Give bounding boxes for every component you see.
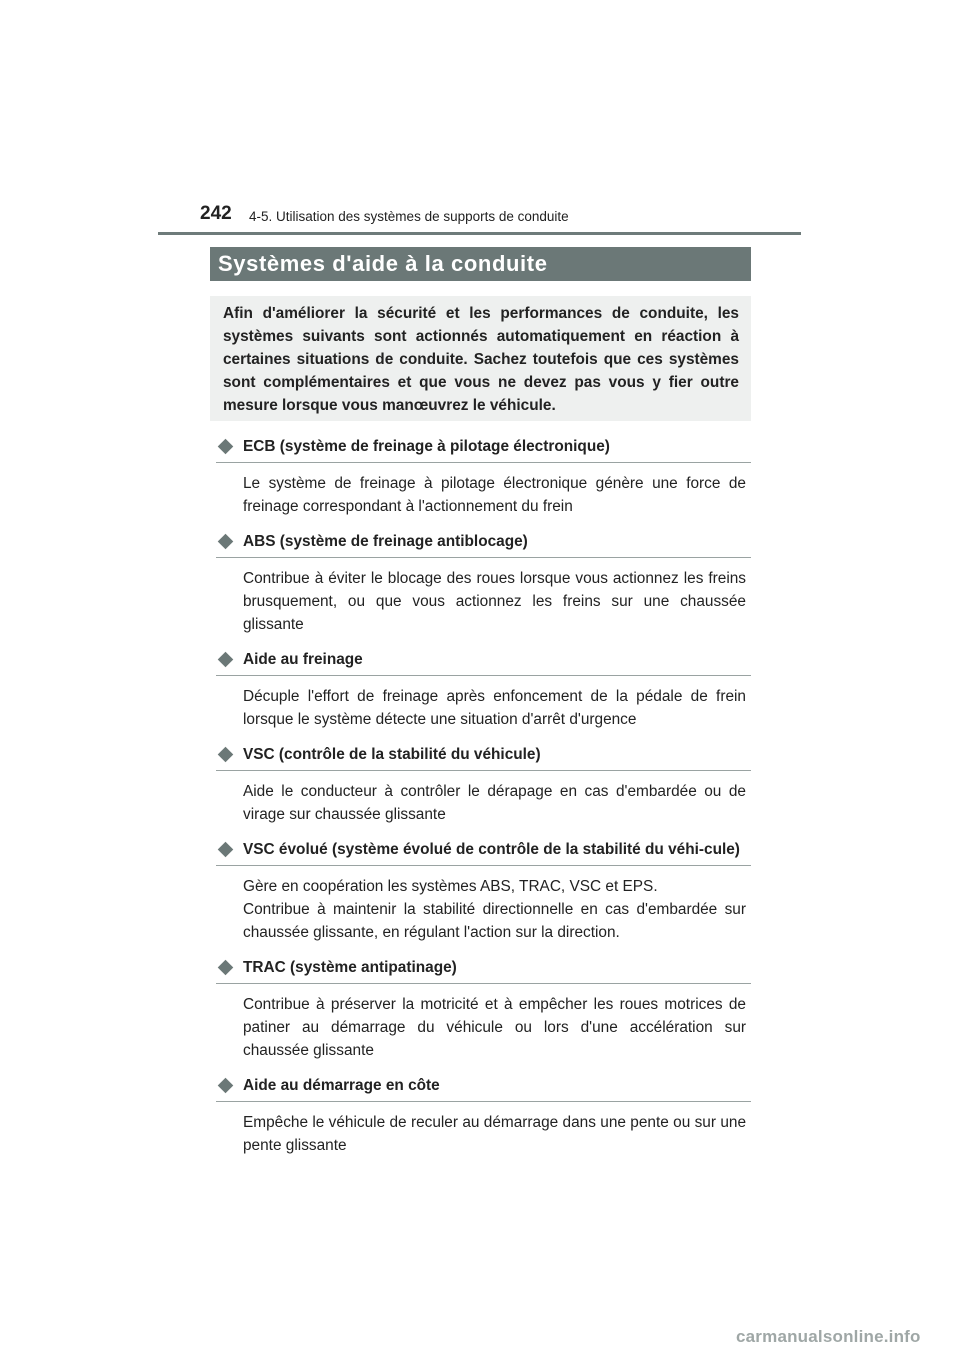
section-heading xyxy=(216,528,751,558)
section-paragraph: Décuple l'effort de freinage après enfoncement de la pédale de frein lorsque le système détecte une situation d'arrêt d'urgence xyxy=(243,688,746,728)
section-paragraph: Contribue à éviter le blocage des roues lorsque vous actionnez les freins brusquement, ou que vous actionnez les freins sur une chaussée glissante xyxy=(243,570,746,633)
section-body xyxy=(216,771,751,836)
section-heading xyxy=(216,741,751,771)
diamond-bullet-icon xyxy=(218,1078,234,1094)
section-heading-text: TRAC (système antipatinage) xyxy=(243,959,457,976)
section-body xyxy=(216,676,751,741)
section-body xyxy=(216,463,751,528)
section-heading xyxy=(216,1072,751,1102)
diamond-bullet-icon xyxy=(218,439,234,455)
section-brake-assist xyxy=(216,646,751,741)
diamond-bullet-icon xyxy=(218,652,234,668)
section-hill-start xyxy=(216,1072,751,1167)
section-abs xyxy=(216,528,751,646)
section-trac xyxy=(216,954,751,1072)
section-heading-text: ECB (système de freinage à pilotage électronique) xyxy=(243,438,610,455)
section-heading xyxy=(216,646,751,676)
section-body xyxy=(216,866,751,954)
section-heading xyxy=(216,433,751,463)
section-heading xyxy=(216,836,751,866)
section-heading-text: ABS (système de freinage antiblocage) xyxy=(243,533,528,550)
diamond-bullet-icon xyxy=(218,960,234,976)
section-heading-text: Aide au freinage xyxy=(243,651,363,668)
section-heading xyxy=(216,954,751,984)
chapter-title: 4-5. Utilisation des systèmes de supports de conduite xyxy=(249,209,569,224)
section-ecb xyxy=(216,433,751,528)
section-heading-text: VSC (contrôle de la stabilité du véhicule) xyxy=(243,746,541,763)
watermark-text: carmanualsonline.info xyxy=(736,1327,921,1346)
sections-list xyxy=(216,433,751,1167)
diamond-bullet-icon xyxy=(218,842,234,858)
section-vsc xyxy=(216,741,751,836)
page-number: 242 xyxy=(200,203,232,224)
header-rule xyxy=(158,232,801,235)
section-paragraph: Contribue à maintenir la stabilité directionnelle en cas d'embardée sur chaussée glissante, en régulant l'action sur la direction. xyxy=(243,901,746,941)
intro-box: Afin d'améliorer la sécurité et les performances de conduite, les systèmes suivants sont actionnés automatiquement en réaction à certaines situations de conduite. Sachez toutefois que ces systèmes sont complémentaires et que vous ne devez pas vous y fier outre mesure lorsque vous manœuvrez le véhicule. xyxy=(210,296,751,421)
section-body xyxy=(216,984,751,1072)
section-body xyxy=(216,1102,751,1167)
section-paragraph: Gère en coopération les systèmes ABS, TRAC, VSC et EPS. xyxy=(243,878,658,895)
diamond-bullet-icon xyxy=(218,747,234,763)
section-paragraph: Contribue à préserver la motricité et à empêcher les roues motrices de patiner au démarrage du véhicule ou lors d'une accélération sur chaussée glissante xyxy=(243,996,746,1059)
section-paragraph: Empêche le véhicule de reculer au démarrage dans une pente ou sur une pente glissante xyxy=(243,1114,746,1154)
section-heading-text: Aide au démarrage en côte xyxy=(243,1077,440,1094)
section-heading-text: VSC évolué (système évolué de contrôle de la stabilité du véhi-cule) xyxy=(243,841,740,858)
section-title: Systèmes d'aide à la conduite xyxy=(210,247,751,281)
section-body xyxy=(216,558,751,646)
section-paragraph: Aide le conducteur à contrôler le dérapage en cas d'embardée ou de virage sur chaussée glissante xyxy=(243,783,746,823)
section-vsc-evolved xyxy=(216,836,751,954)
diamond-bullet-icon xyxy=(218,534,234,550)
section-paragraph: Le système de freinage à pilotage électronique génère une force de freinage correspondant à l'actionnement du frein xyxy=(243,475,746,515)
